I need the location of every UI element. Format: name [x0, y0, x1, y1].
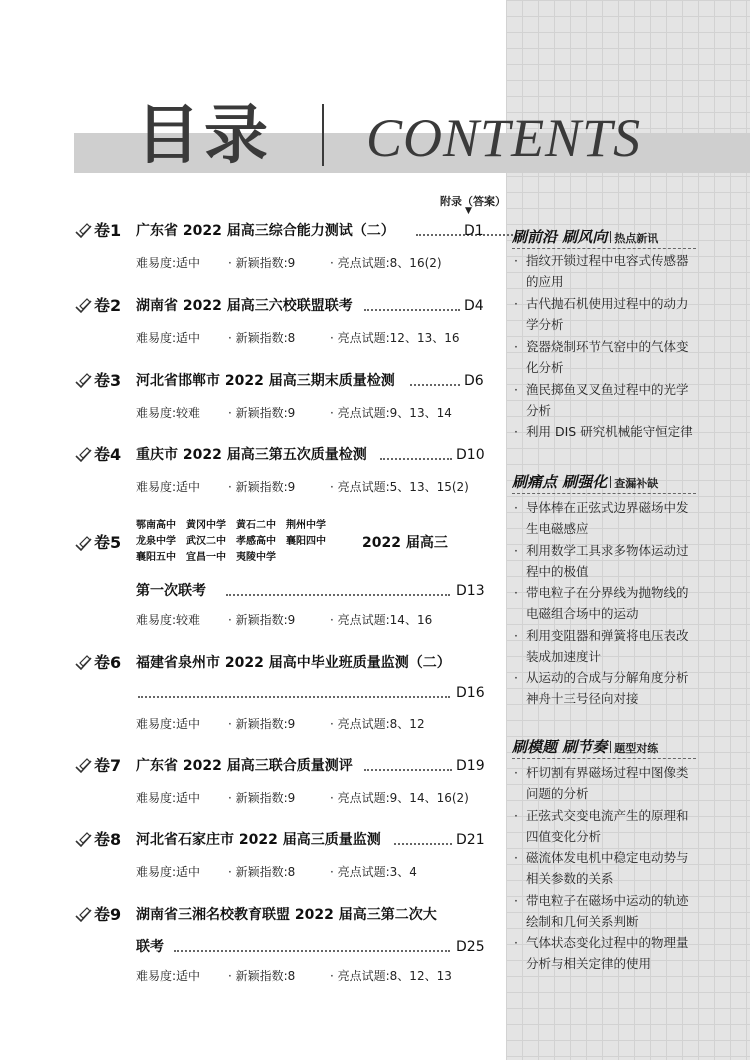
- difficulty: 难易度:较难: [136, 613, 201, 627]
- novelty-index: · 新颖指数:8: [228, 865, 296, 879]
- page-number: D10: [456, 447, 485, 463]
- school-line: 襄阳五中 宜昌一中 夷陵中学: [136, 552, 276, 563]
- section-divider: [512, 493, 696, 494]
- volume-entry[interactable]: [74, 518, 494, 627]
- novelty-index: · 新颖指数:9: [228, 406, 296, 420]
- leader-dots: [410, 384, 460, 386]
- volume-entry[interactable]: [74, 370, 494, 420]
- section-divider: [512, 758, 696, 759]
- section-subtitle: 题型对练: [614, 742, 659, 755]
- volume-label: 卷2: [94, 296, 122, 315]
- sidebar-section-heading: [512, 226, 658, 247]
- page-number: D19: [456, 758, 485, 774]
- novelty-index: · 新颖指数:9: [228, 256, 296, 270]
- volume-entry[interactable]: [74, 444, 494, 494]
- highlight-questions: · 亮点试题:9、14、16(2): [330, 791, 469, 805]
- sidebar-item-text: 导体棒在正弦式边界磁场中发生电磁感应: [526, 500, 689, 536]
- novelty-index: · 新颖指数:9: [228, 717, 296, 731]
- sidebar-item-text: 指纹开锁过程中电容式传感器的应用: [526, 253, 689, 289]
- sidebar-section-heading: [512, 471, 658, 492]
- page-number: D25: [456, 939, 485, 955]
- sidebar-item-text: 渔民掷鱼叉叉鱼过程中的光学分析: [526, 382, 689, 418]
- volume-title: 湖南省三湘名校教育联盟 2022 届高三第二次大: [136, 907, 437, 923]
- sidebar-item-text: 带电粒子在分界线为抛物线的电磁组合场中的运动: [526, 585, 689, 621]
- page-number: D6: [464, 373, 484, 389]
- page-number: D21: [456, 832, 485, 848]
- pencil-check-icon: [74, 830, 94, 850]
- pencil-check-icon: [74, 756, 94, 776]
- page-number: D1: [464, 223, 484, 239]
- sidebar-item-text: 利用数学工具求多物体运动过程中的极值: [526, 543, 689, 579]
- sidebar-item-text: 气体状态变化过程中的物理量分析与相关定律的使用: [526, 935, 689, 971]
- volume-label: 卷3: [94, 371, 122, 390]
- novelty-index: · 新颖指数:8: [228, 331, 296, 345]
- volume-title-line2: 第一次联考: [136, 583, 206, 599]
- volume-entry[interactable]: [74, 220, 494, 270]
- heading-divider: [610, 741, 611, 753]
- volume-title: 广东省 2022 届高三综合能力测试（二）: [136, 223, 395, 239]
- volume-entry[interactable]: [74, 652, 494, 731]
- down-arrow-icon: ▼: [465, 206, 472, 216]
- highlight-questions: · 亮点试题:3、4: [330, 865, 417, 879]
- volume-label: 卷1: [94, 221, 122, 240]
- highlight-questions: · 亮点试题:14、16: [330, 613, 433, 627]
- novelty-index: · 新颖指数:9: [228, 480, 296, 494]
- school-line: 龙泉中学 武汉二中 孝感高中 襄阳四中: [136, 536, 326, 547]
- difficulty: 难易度:适中: [136, 791, 201, 805]
- sidebar-item-text: 磁流体发电机中稳定电动势与相关参数的关系: [526, 850, 689, 886]
- volume-label: 卷6: [94, 653, 122, 672]
- leader-dots: [364, 309, 460, 311]
- pencil-check-icon: [74, 221, 94, 241]
- volume-title: 河北省石家庄市 2022 届高三质量监测: [136, 832, 381, 848]
- sidebar-item-text: 瓷器烧制环节气窑中的气体变化分析: [526, 339, 689, 375]
- novelty-index: · 新颖指数:9: [228, 613, 296, 627]
- difficulty: 难易度:适中: [136, 865, 201, 879]
- difficulty: 难易度:适中: [136, 717, 201, 731]
- volume-title: 湖南省 2022 届高三六校联盟联考: [136, 298, 353, 314]
- volume-label: 卷4: [94, 445, 122, 464]
- section-title: 刷前沿 刷风向: [512, 228, 608, 246]
- school-list: [136, 518, 326, 566]
- pencil-check-icon: [74, 445, 94, 465]
- volume-label: 卷7: [94, 756, 122, 775]
- highlight-questions: · 亮点试题:12、13、16: [330, 331, 460, 345]
- section-divider: [512, 248, 696, 249]
- highlight-questions: · 亮点试题:8、12: [330, 717, 425, 731]
- volume-title: 福建省泉州市 2022 届高中毕业班质量监测（二）: [136, 655, 451, 671]
- volume-entry[interactable]: [74, 829, 494, 879]
- leader-dots: [394, 843, 452, 845]
- novelty-index: · 新颖指数:9: [228, 791, 296, 805]
- sidebar-item-text: 古代抛石机使用过程中的动力学分析: [526, 296, 689, 332]
- leader-dots: [364, 769, 452, 771]
- volume-entry[interactable]: [74, 904, 494, 983]
- difficulty: 难易度:适中: [136, 256, 201, 270]
- leader-dots: [380, 458, 452, 460]
- sidebar-item-text: 带电粒子在磁场中运动的轨迹绘制和几何关系判断: [526, 893, 689, 929]
- volume-label: 卷5: [94, 533, 122, 552]
- difficulty: 难易度:适中: [136, 480, 201, 494]
- sidebar-item-text: 杆切割有界磁场过程中图像类问题的分析: [526, 765, 689, 801]
- highlight-questions: · 亮点试题:5、13、15(2): [330, 480, 469, 494]
- volume-title: 广东省 2022 届高三联合质量测评: [136, 758, 353, 774]
- sidebar-item-text: 从运动的合成与分解角度分析神舟十三号径向对接: [526, 670, 689, 706]
- volume-entry[interactable]: [74, 295, 494, 345]
- volume-label: 卷9: [94, 905, 122, 924]
- heading-divider: [610, 231, 611, 243]
- leader-dots: [138, 696, 450, 698]
- difficulty: 难易度:适中: [136, 331, 201, 345]
- pencil-check-icon: [74, 534, 94, 554]
- section-subtitle: 热点新讯: [614, 232, 659, 245]
- pencil-check-icon: [74, 653, 94, 673]
- pencil-check-icon: [74, 371, 94, 391]
- volume-title: 河北省邯郸市 2022 届高三期末质量检测: [136, 373, 395, 389]
- sidebar-item-text: 正弦式交变电流产生的原理和四值变化分析: [526, 808, 689, 844]
- novelty-index: · 新颖指数:8: [228, 969, 296, 983]
- volume-entry[interactable]: [74, 755, 494, 805]
- school-line: 鄂南高中 黄冈中学 黄石二中 荆州中学: [136, 520, 326, 531]
- title-divider: [322, 104, 324, 166]
- volume-title-line2: 联考: [136, 939, 164, 955]
- volume-label: 卷8: [94, 830, 122, 849]
- page-title: 目录: [136, 98, 272, 173]
- difficulty: 难易度:适中: [136, 969, 201, 983]
- page-title-english: CONTENTS: [366, 108, 642, 168]
- sidebar-item-text: 利用 DIS 研究机械能守恒定律: [526, 424, 693, 439]
- highlight-questions: · 亮点试题:9、13、14: [330, 406, 452, 420]
- section-title: 刷模题 刷节奏: [512, 738, 608, 756]
- leader-dots: [174, 950, 450, 952]
- volume-title: 重庆市 2022 届高三第五次质量检测: [136, 447, 367, 463]
- appendix-label: 附录（答案）: [440, 195, 506, 208]
- page-number: D4: [464, 298, 484, 314]
- highlight-questions: · 亮点试题:8、16(2): [330, 256, 442, 270]
- page-number: D13: [456, 583, 485, 599]
- pencil-check-icon: [74, 905, 94, 925]
- highlight-questions: · 亮点试题:8、12、13: [330, 969, 452, 983]
- section-subtitle: 查漏补缺: [614, 477, 659, 490]
- page-number: D16: [456, 685, 485, 701]
- pencil-check-icon: [74, 296, 94, 316]
- difficulty: 难易度:较难: [136, 406, 201, 420]
- section-title: 刷痛点 刷强化: [512, 473, 608, 491]
- leader-dots: [226, 594, 450, 596]
- heading-divider: [610, 476, 611, 488]
- volume-title: 2022 届高三: [362, 535, 448, 551]
- sidebar-section-heading: [512, 736, 658, 757]
- sidebar-item-text: 利用变阻器和弹簧将电压表改装成加速度计: [526, 628, 689, 664]
